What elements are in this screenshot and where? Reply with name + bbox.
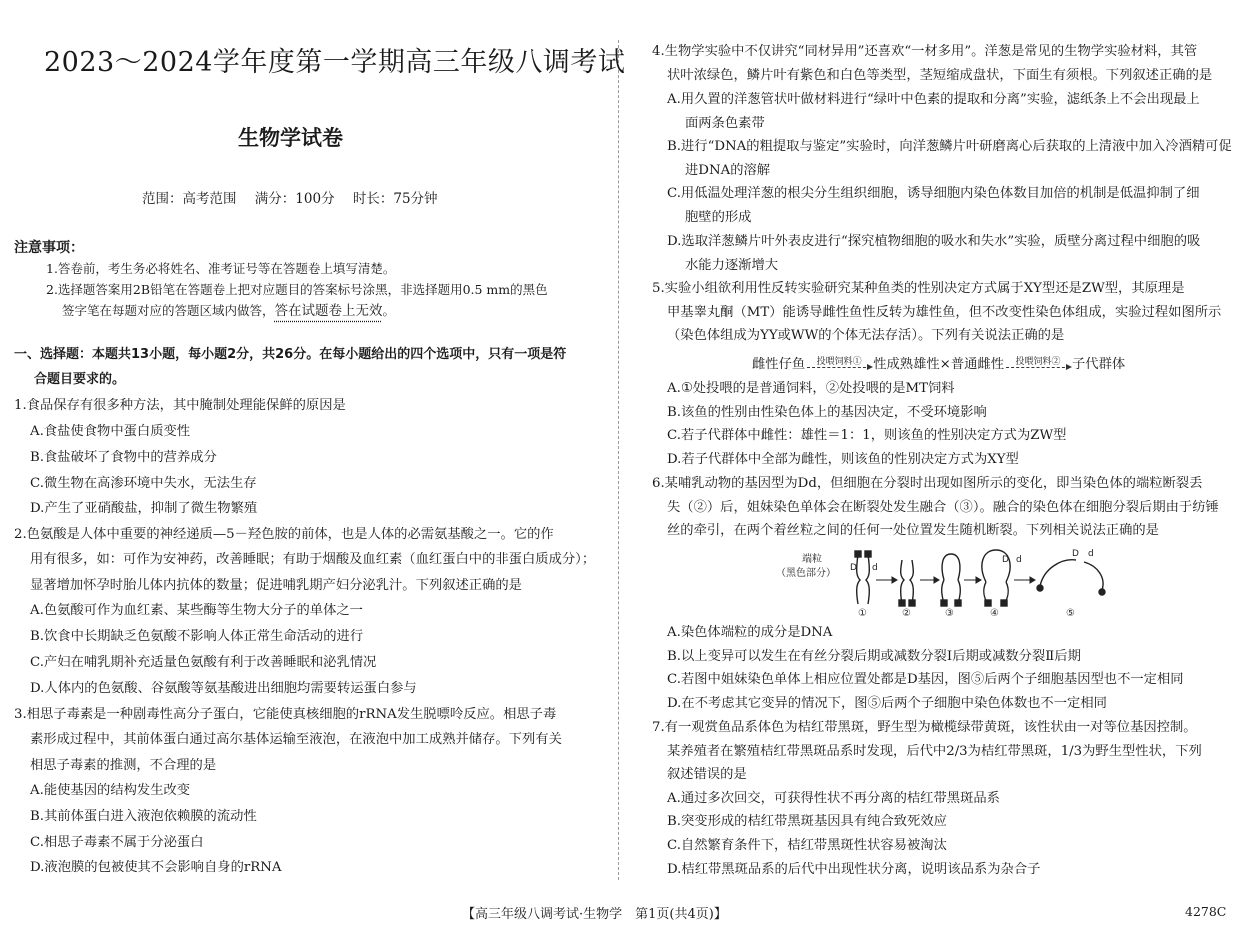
q6-stem-line2: 失（②）后，姐妹染色单体会在断裂处发生融合（③）。融合的染色体在细胞分裂后期由于纺锤: [667, 500, 1219, 515]
duration-text: 时长：75分钟: [352, 191, 438, 207]
notice-item-2-line2: [62, 300, 395, 322]
q7-stem-line3: 叙述错误的是: [667, 767, 747, 782]
flow-arrow-2-label: 投喂饲料②: [1015, 356, 1061, 367]
q4-option-b-line2: 进DNA的溶解: [685, 163, 771, 178]
q3-option-a: A.能使基因的结构发生改变: [30, 783, 191, 798]
q2-option-b: B.饮食中长期缺乏色氨酸不影响人体正常生命活动的进行: [30, 629, 364, 644]
q3-option-b: B.其前体蛋白进入液泡依赖膜的流动性: [30, 809, 257, 824]
notice-item-1: 1.答卷前，考生务必将姓名、准考证号等在答题卷上填写清楚。: [46, 261, 396, 276]
q7-stem-line1: 7.有一观赏鱼品系体色为桔红带黑斑，野生型为橄榄绿带黄斑，该性状由一对等位基因控制。: [652, 720, 1197, 735]
fig-stage-3: ③: [945, 608, 954, 618]
q3-stem-line2: 素形成过程中，其前体蛋白通过高尔基体运输至液泡，在液泡中加工成熟并储存。下列有关: [30, 732, 562, 747]
section-heading-line1: 一、选择题：本题共13小题，每小题2分，共26分。在每小题给出的四个选项中，只有一项是符: [14, 347, 567, 362]
fig-stage-4: ④: [990, 608, 999, 618]
q2-stem-line2: 用有很多，如：可作为安神药，改善睡眠；有助于烟酸及血红素（血红蛋白中的非蛋白质成分）；: [30, 552, 596, 567]
flow-arrow-1-label: 投喂饲料①: [816, 356, 862, 367]
q2-stem-line1: 2.色氨酸是人体中重要的神经递质—5－羟色胺的前体，也是人体的必需氨基酸之一。它的作: [14, 527, 554, 542]
fig-label-black-part: （黑色部分）: [776, 568, 836, 579]
q1-option-d: D.产生了亚硝酸盐，抑制了微生物繁殖: [30, 501, 258, 516]
q6-option-c: C.若图中姐妹染色单体上相应位置处都是D基因，图⑤后两个子细胞基因型也不一定相同: [667, 672, 1184, 687]
q5-option-b: B.该鱼的性别由性染色体上的基因决定，不受环境影响: [667, 405, 987, 420]
q4-stem-line1: 4.生物学实验中不仅讲究“同材异用”还喜欢“一材多用”。洋葱是常见的生物学实验材料，其管: [652, 44, 1198, 59]
stage-2-chromosome: [899, 560, 915, 606]
gene-d-lower-1: d: [872, 563, 878, 573]
gene-d-upper-5: D: [1072, 549, 1079, 559]
full-score-text: 满分：100分: [254, 191, 335, 207]
exam-info: [142, 187, 452, 207]
q5-stem-line1: 5.实验小组欲利用性反转实验研究某种鱼类的性别决定方式属于XY型还是ZW型，其原理是: [652, 281, 1185, 296]
q4-option-b-line1: B.进行“DNA的粗提取与鉴定”实验时，向洋葱鳞片叶研磨离心后获取的上清液中加入冷酒精可促: [667, 139, 1232, 154]
q4-option-a-line2: 面两条色素带: [685, 116, 765, 131]
scope-text: 范围：高考范围: [142, 191, 237, 207]
q7-option-d: D.桔红带黑斑品系的后代中出现性状分离，说明该品系为杂合子: [667, 862, 1041, 877]
q3-stem-line3: 相思子毒素的推测，不合理的是: [30, 758, 217, 773]
q3-option-d: D.液泡膜的包被使其不会影响自身的rRNA: [30, 860, 282, 875]
flow-end: 子代群体: [1072, 357, 1126, 372]
fig-stage-2: ②: [902, 608, 911, 618]
q1-option-b: B.食盐破坏了食物中的营养成分: [30, 450, 217, 465]
column-divider: [618, 40, 619, 880]
paper-code: 4278C: [1185, 904, 1227, 919]
section-heading-line2: 合题目要求的。: [34, 372, 126, 387]
q5-stem-line2: 甲基睾丸酮（MT）能诱导雌性鱼性反转为雄性鱼，但不改变性染色体组成，实验过程如图所示: [667, 305, 1222, 320]
fig-label-telomere: 端粒: [802, 554, 822, 565]
flow-arrow-2: [1006, 357, 1070, 369]
q4-option-a-line1: A.用久置的洋葱管状叶做材料进行“绿叶中色素的提取和分离”实验，滤纸条上不会出现最上: [667, 92, 1200, 107]
q2-option-d: D.人体内的色氨酸、谷氨酸等氨基酸进出细胞均需要转运蛋白参与: [30, 681, 417, 696]
stage-5-chromosome: [1037, 560, 1105, 595]
flow-arrow-1: [807, 357, 871, 369]
subject-title: 生物学试卷: [238, 126, 343, 150]
q1-option-c: C.微生物在高渗环境中失水，无法生存: [30, 476, 257, 491]
q7-option-c: C.自然繁育条件下，桔红带黑斑性状容易被淘汰: [667, 838, 947, 853]
notice-emphasis: 答在试题卷上无效: [274, 303, 383, 319]
q5-option-d: D.若子代群体中全部为雌性，则该鱼的性别决定方式为XY型: [667, 452, 1019, 467]
notice-title: 注意事项：: [14, 240, 84, 256]
q4-option-d-line1: D.选取洋葱鳞片叶外表皮进行“探究植物细胞的吸水和失水”实验，质壁分离过程中细胞的吸: [667, 234, 1201, 249]
q3-option-c: C.相思子毒素不属于分泌蛋白: [30, 835, 204, 850]
q4-option-c-line2: 胞壁的形成: [685, 210, 752, 225]
q7-stem-line2: 某养殖者在繁殖桔红带黑斑品系时发现，后代中2/3为桔红带黑斑，1/3为野生型性状，下列: [667, 744, 1202, 759]
q6-option-a: A.染色体端粒的成分是DNA: [667, 625, 833, 640]
q7-option-b: B.突变形成的桔红带黑斑基因具有纯合致死效应: [667, 814, 947, 829]
q1-stem: 1.食品保存有很多种方法，其中腌制处理能保鲜的原因是: [14, 398, 346, 413]
page-footer: 【高三年级八调考试·生物学 第1页(共4页)】: [462, 907, 727, 922]
gene-d-upper-4: D: [1002, 555, 1009, 565]
q5-option-a: A.①处投喂的是普通饲料，②处投喂的是MT饲料: [667, 381, 955, 396]
q5-stem-line3: （染色体组成为YY或WW的个体无法存活）。下列有关说法正确的是: [667, 328, 1065, 343]
gene-d-upper-1: D: [850, 563, 857, 573]
gene-d-lower-5: d: [1088, 549, 1094, 559]
notice-item-2-line1: 2.选择题答案用2B铅笔在答题卷上把对应题目的答案标号涂黑，非选择题用0.5 mm的黑色: [46, 282, 548, 297]
stage-3-chromosome: [941, 554, 961, 606]
q6-option-b: B.以上变异可以发生在有丝分裂后期或减数分裂Ⅰ后期或减数分裂Ⅱ后期: [667, 649, 1081, 664]
q6-stem-line1: 6.某哺乳动物的基因型为Dd，但细胞在分裂时出现如图所示的变化，即当染色体的端粒断裂丢: [652, 476, 1203, 491]
flow-mid: 性成熟雄性×普通雌性: [873, 357, 1005, 372]
q6-stem-line3: 丝的牵引，在两个着丝粒之间的任何一处位置发生随机断裂。下列相关说法正确的是: [667, 523, 1159, 538]
stage-arrows: [876, 577, 1035, 583]
exam-title: 2023～2024学年度第一学期高三年级八调考试: [44, 47, 626, 78]
q6-option-d: D.在不考虑其它变异的情况下，图⑤后两个子细胞中染色体数也不一定相同: [667, 696, 1107, 711]
q4-option-d-line2: 水能力逐渐增大: [685, 258, 779, 273]
q5-flow-diagram: [752, 353, 1125, 372]
fig-stage-5: ⑤: [1066, 608, 1075, 618]
q4-stem-line2: 状叶浓绿色，鳞片叶有紫色和白色等类型，茎短缩成盘状，下面生有须根。下列叙述正确的是: [667, 68, 1213, 83]
chromosome-figure: [772, 546, 1112, 618]
stage-1-chromosome: [855, 551, 871, 604]
q1-option-a: A.食盐使食物中蛋白质变性: [30, 424, 191, 439]
gene-d-lower-4: d: [1016, 555, 1022, 565]
notice-text-end: 。: [382, 303, 396, 318]
notice-text: 签字笔在每题对应的答题区域内做答，: [62, 303, 275, 318]
q2-option-c: C.产妇在哺乳期补充适量色氨酸有利于改善睡眠和泌乳情况: [30, 655, 377, 670]
q5-option-c: C.若子代群体中雌性：雄性＝1：1，则该鱼的性别决定方式为ZW型: [667, 428, 1067, 443]
q4-option-c-line1: C.用低温处理洋葱的根尖分生组织细胞，诱导细胞内染色体数目加倍的机制是低温抑制了细: [667, 186, 1200, 201]
flow-start: 雌性仔鱼: [752, 357, 806, 372]
q2-option-a: A.色氨酸可作为血红素、某些酶等生物大分子的单体之一: [30, 603, 363, 618]
q2-stem-line3: 显著增加怀孕时胎儿体内抗体的数量；促进哺乳期产妇分泌乳汁。下列叙述正确的是: [30, 578, 522, 593]
q3-stem-line1: 3.相思子毒素是一种剧毒性高分子蛋白，它能使真核细胞的rRNA发生脱嘌呤反应。相思子毒: [14, 707, 557, 722]
q7-option-a: A.通过多次回交，可获得性状不再分离的桔红带黑斑品系: [667, 791, 1000, 806]
fig-stage-1: ①: [858, 608, 867, 618]
